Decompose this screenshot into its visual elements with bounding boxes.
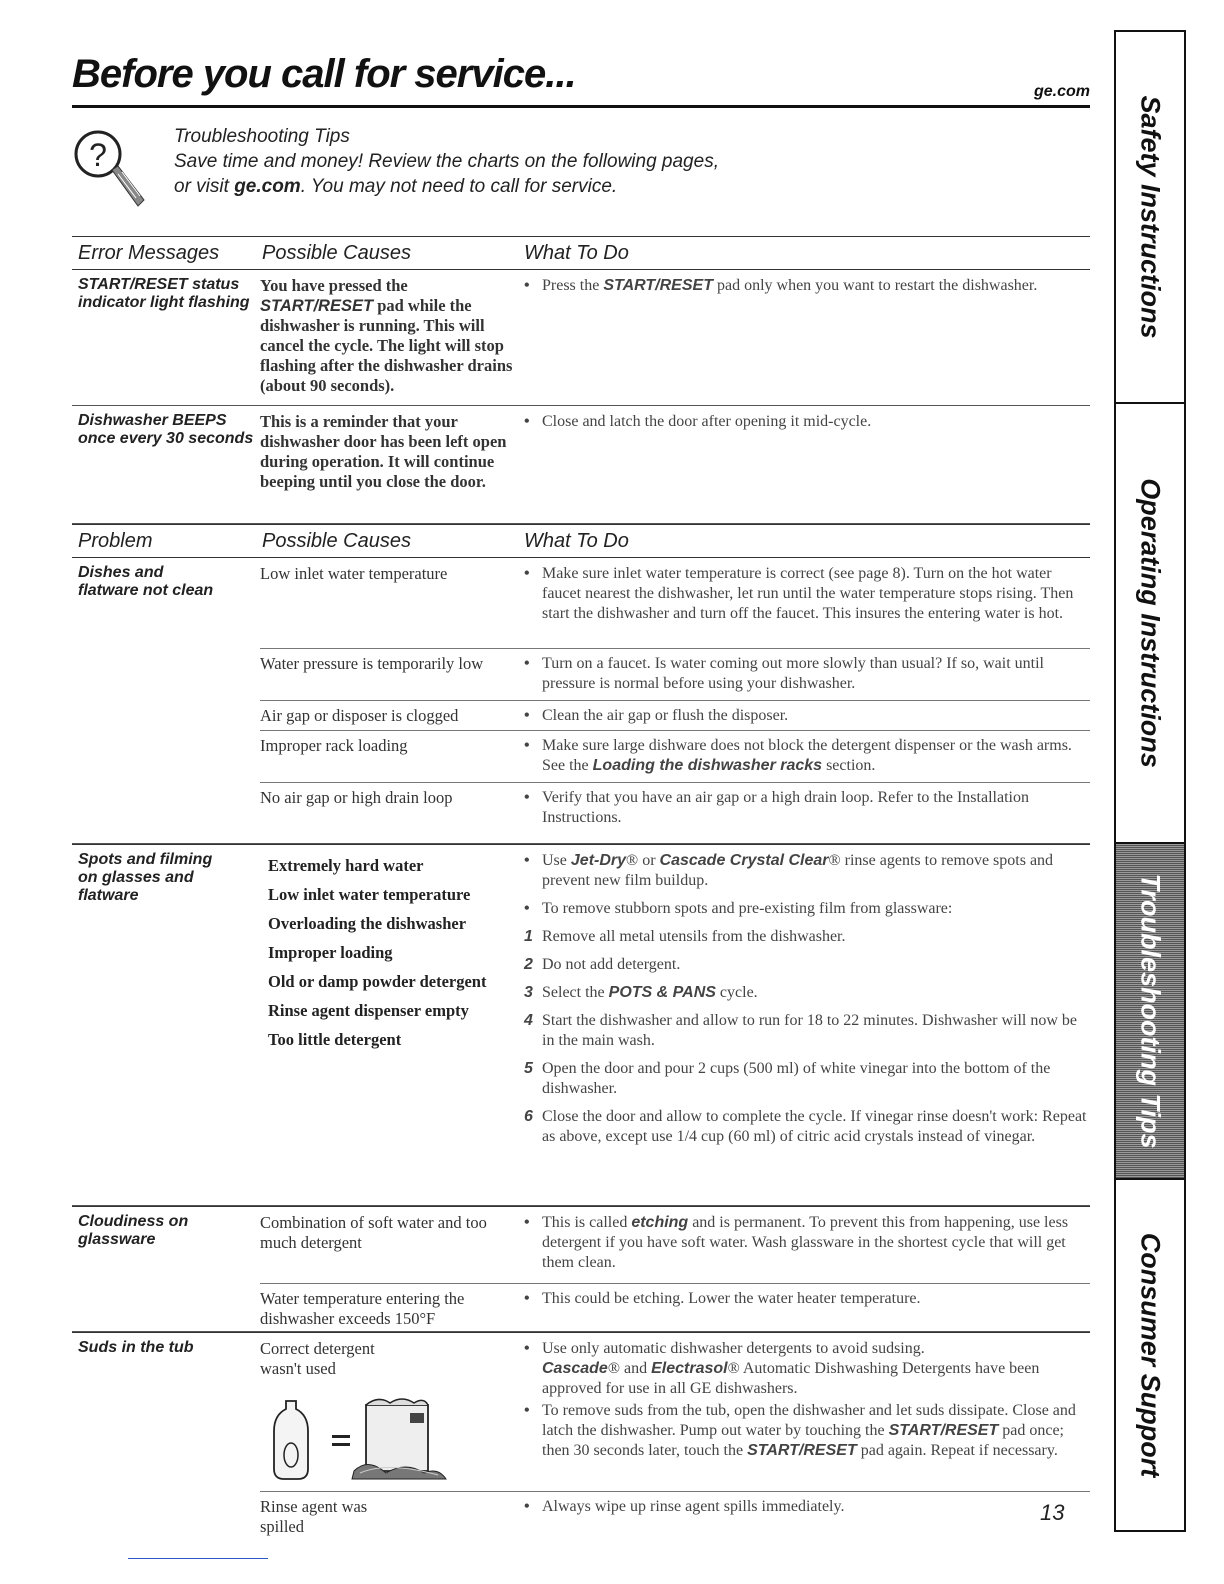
cause-item: Rinse agent dispenser empty <box>268 1001 469 1020</box>
cause-cell: Rinse agent was spilled <box>260 1497 368 1536</box>
svg-text:?: ? <box>89 137 107 173</box>
cause-cell: No air gap or high drain loop <box>260 788 453 807</box>
tips-line-1: Troubleshooting Tips <box>174 126 350 147</box>
divider <box>260 1283 1090 1284</box>
todo-cell: • Press the START/RESET pad only when you want to restart the dishwasher. <box>524 277 1038 294</box>
troubleshooting-table <box>72 236 1090 1544</box>
todo-cell: • Use Jet-Dry® or Cascade Crystal Clear® rinse agents to remove spots and prevent new film buildup. • To remove stubborn spots and pre-existing film from glassware: 1 Remove all metal utensils from the dishwasher. 2 Do not add detergent. 3 Select the POTS & PANS cycle. 4 Start the dishwasher and allow to run for 18 to 22 minutes. Dishwasher will now be in the main wash. 5 Open the door and pour 2 cups (500 ml) of white vinegar into the bottom of the dishwasher. 6 Close the door and allow to complete the cycle. If vinegar rinse doesn't work: Repeat as above, except use 1/4 cup (60 ml) of citric acid crystals instead of vinegar. <box>524 852 1087 1145</box>
tab-safety-instructions[interactable]: Safety Instructions <box>1116 32 1184 404</box>
divider <box>260 782 1090 783</box>
cause-item: Extremely hard water <box>268 856 424 875</box>
divider <box>260 700 1090 701</box>
problem-cell: Suds in the tub <box>78 1339 194 1356</box>
footer-rule <box>128 1558 268 1559</box>
tab-troubleshooting-tips[interactable]: Troubleshooting Tips <box>1116 844 1184 1180</box>
section-tab-sidebar <box>1114 30 1186 1532</box>
todo-cell: • This could be etching. Lower the water heater temperature. <box>524 1290 921 1307</box>
divider <box>260 730 1090 731</box>
cause-item: Old or damp powder detergent <box>268 972 487 991</box>
cause-item: Too little detergent <box>268 1030 402 1049</box>
page-number: 13 <box>1040 1500 1065 1525</box>
ge-link[interactable]: ge.com <box>234 176 301 197</box>
troubleshooting-tips-intro <box>72 120 1090 220</box>
cause-cell: Water temperature entering the dishwasher exceeds 150°F <box>260 1289 465 1328</box>
cause-cell: Low inlet water temperature <box>260 564 448 583</box>
tips-line-2: Save time and money! Review the charts on the following pages, <box>174 151 719 172</box>
question-mark-icon <box>72 124 152 214</box>
cause-list <box>268 851 518 1054</box>
cause-cell: Water pressure is temporarily low <box>260 654 484 673</box>
todo-cell: • Make sure inlet water temperature is correct (see page 8). Turn on the hot water faucet nearest the dishwasher, let run until the water temperature stops rising. Then start the dishwasher and turn off the faucet. This insures the entering water is hot. <box>524 565 1074 622</box>
cause-item: Improper loading <box>268 943 393 962</box>
page-header <box>72 52 1090 108</box>
header-url-link[interactable]: ge.com <box>1033 83 1090 100</box>
cause-item: Low inlet water temperature <box>268 885 471 904</box>
column-header: What To Do <box>524 242 629 264</box>
cause-cell: Improper rack loading <box>260 736 408 755</box>
column-header: Problem <box>78 530 153 552</box>
todo-cell: • Verify that you have an air gap or a high drain loop. Refer to the Installation Instructions. <box>524 789 1029 826</box>
cause-cell: You have pressed the START/RESET pad while the dishwasher is running. This will cancel the cycle. The light will stop flashing after the dishwasher drains (about 90 seconds). <box>260 276 513 395</box>
tab-operating-instructions[interactable]: Operating Instructions <box>1116 404 1184 844</box>
error-messages-header-row <box>72 236 1090 270</box>
table-row-dishes <box>72 558 1090 844</box>
table-row-suds <box>72 1332 1090 1544</box>
column-header: Possible Causes <box>262 242 411 264</box>
todo-cell: • This is called etching and is permanent. To prevent this from happening, use less detergent if you have soft water. Wash glassware in the shortest cycle that will get them clean. <box>524 1214 1069 1271</box>
table-row <box>72 270 1090 406</box>
divider <box>260 648 1090 649</box>
problem-cell: Cloudiness on glassware <box>78 1213 189 1248</box>
problem-header-row <box>72 524 1090 558</box>
column-header: Possible Causes <box>262 530 411 552</box>
todo-cell: • Use only automatic dishwasher detergents to avoid sudsing. Cascade® and Electrasol® Automatic Dishwashing Detergents have been approved for use in all GE dishwashers. • To remove suds from the tub, open the dishwasher and let suds dissipate. Close and latch the dishwasher. Pump out water by touching the START/RESET pad once; then 30 seconds later, touch the START/RESET pad again. Repeat if necessary. <box>524 1340 1076 1459</box>
tips-line-3: or visit ge.com. You may not need to call for service. <box>174 176 618 197</box>
divider <box>260 1491 1090 1492</box>
column-header: Error Messages <box>78 242 220 264</box>
cause-cell: This is a reminder that your dishwasher door has been left open during operation. It will continue beeping until you close the door. <box>260 412 507 491</box>
table-row <box>72 406 1090 524</box>
cause-item: Overloading the dishwasher <box>268 914 467 933</box>
column-header: What To Do <box>524 530 629 552</box>
cause-cell: Combination of soft water and too much detergent <box>260 1213 487 1252</box>
todo-cell: • Turn on a faucet. Is water coming out more slowly than usual? If so, wait until pressure is normal before using your dishwasher. <box>524 655 1044 692</box>
problem-cell: Dishwasher BEEPS once every 30 seconds <box>78 412 254 447</box>
detergent-illustration <box>268 1391 458 1483</box>
problem-cell: Spots and filming on glasses and flatware <box>78 851 213 904</box>
tab-consumer-support[interactable]: Consumer Support <box>1135 1232 1166 1478</box>
todo-cell: • Make sure large dishware does not block the detergent dispenser or the wash arms. See the Loading the dishwasher racks section. <box>524 737 1072 774</box>
tips-text <box>174 124 719 199</box>
table-row-cloudiness <box>72 1206 1090 1332</box>
table-row-spots <box>72 844 1090 1206</box>
page-title: Before you call for service... <box>72 52 576 96</box>
todo-cell: • Clean the air gap or flush the disposer. <box>524 707 789 724</box>
cause-cell: Correct detergent wasn't used <box>260 1339 375 1378</box>
todo-cell: • Close and latch the door after opening it mid-cycle. <box>524 413 872 430</box>
todo-cell: • Always wipe up rinse agent spills immediately. <box>524 1498 845 1515</box>
problem-cell: Dishes and flatware not clean <box>78 564 214 599</box>
cause-cell: Air gap or disposer is clogged <box>260 706 459 725</box>
problem-cell: START/RESET status indicator light flashing <box>78 276 250 311</box>
